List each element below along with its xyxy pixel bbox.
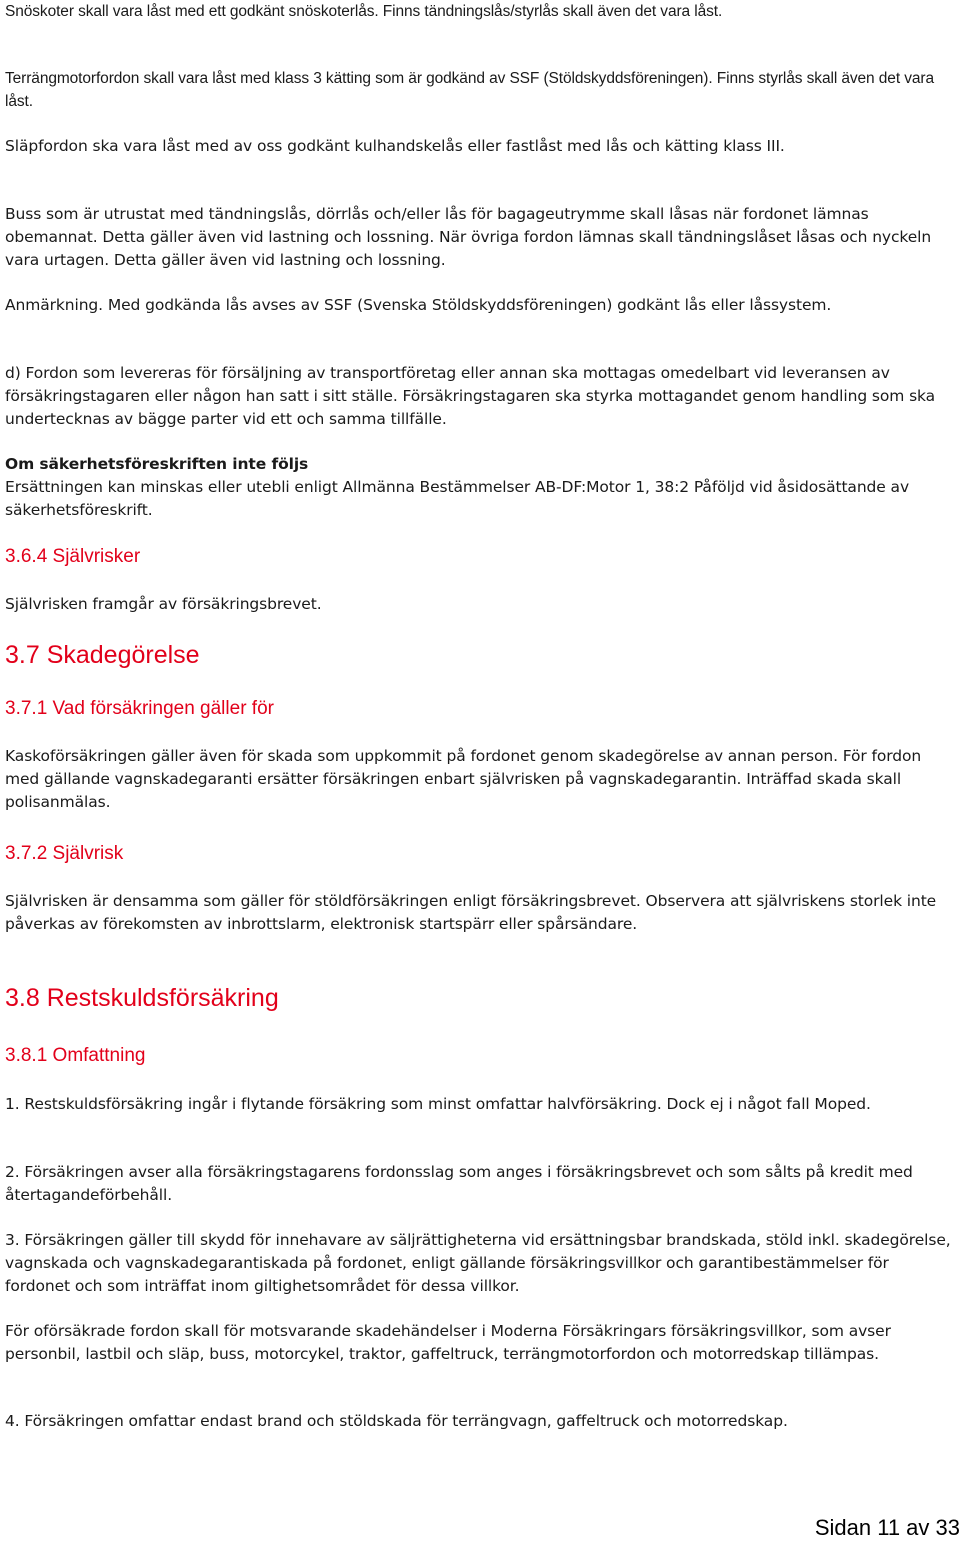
section-title-3-8: 3.8 Restskuldsförsäkring xyxy=(5,984,279,1012)
section-body-3-7-1: Kaskoförsäkringen gäller även för skada som uppkommit på fordonet genom skadegörelse av annan person. För fordon med gällande vagnskadegaranti ersätter försäkringen enbart självrisken på vagnskadegarantin. Inträffad skada skall polisanmälas. xyxy=(5,747,922,811)
section-body-3-6-4: Självrisken framgår av försäkringsbrevet. xyxy=(5,595,322,613)
section-title-3-7-1: 3.7.1 Vad försäkringen gäller för xyxy=(5,698,274,719)
paragraph-safety-violation xyxy=(5,453,957,522)
section-title-3-7-2: 3.7.2 Självrisk xyxy=(5,843,124,864)
paragraph-remark: Anmärkning. Med godkända lås avses av SSF (Svenska Stöldskyddsföreningen) godkänt lås eller låssystem. xyxy=(5,296,832,314)
section-body-3-7-2: Självrisken är densamma som gäller för stöldförsäkringen enligt försäkringsbrevet. Observera att självriskens storlek inte påverkas av förekomsten av inbrottslarm, elektronisk startspärr eller spårsändare. xyxy=(5,892,937,933)
paragraph-terrain-vehicle-lock: Terrängmotorfordon skall vara låst med klass 3 kätting som är godkänd av SSF (Stöldskyddsföreningen). Finns styrlås skall även det vara låst. xyxy=(5,70,934,110)
safety-violation-body: Ersättningen kan minskas eller utebli enligt Allmänna Bestämmelser AB-DF:Motor 1, 38:2 Påföljd vid åsidosättande av säkerhetsföreskrift. xyxy=(5,478,910,519)
paragraph-snowmobile-lock: Snöskoter skall vara låst med ett godkänt snöskoterlås. Finns tändningslås/styrlås skall även det vara låst. xyxy=(5,3,723,20)
list-item: 3. Försäkringen gäller till skydd för innehavare av säljrättigheterna vid ersättningsbar brandskada, stöld inkl. skadegörelse, vagnskada och vagnskadegarantiskada på fordonet, enligt gällande försäkringsvillkor och garantibestämmelser för fordonet och som inträffat inom giltighetsområdet för dessa villkor. xyxy=(5,1231,951,1295)
paragraph-delivery: d) Fordon som levereras för försäljning av transportföretag eller annan ska mottagas omedelbart vid leveransen av försäkringstagaren eller någon han satt i sitt ställe. Försäkringstagaren ska styrka mottagandet genom handling som ska undertecknas av bägge parter vid ett och samma tillfälle. xyxy=(5,364,936,428)
paragraph-trailer-lock: Släpfordon ska vara låst med av oss godkänt kulhandskelås eller fastlåst med lås och kätting klass III. xyxy=(5,137,785,155)
list-item: 1. Restskuldsförsäkring ingår i flytande försäkring som minst omfattar halvförsäkring. Dock ej i något fall Moped. xyxy=(5,1095,871,1113)
list-item: 4. Försäkringen omfattar endast brand och stöldskada för terrängvagn, gaffeltruck och motorredskap. xyxy=(5,1412,788,1430)
safety-violation-heading: Om säkerhetsföreskriften inte följs xyxy=(5,455,309,473)
list-item: 2. Försäkringen avser alla försäkringstagarens fordonsslag som anges i försäkringsbrevet och som sålts på kredit med återtagandeförbehåll. xyxy=(5,1163,913,1204)
page-number: Sidan 11 av 33 xyxy=(814,1515,960,1540)
paragraph-bus-lock: Buss som är utrustat med tändningslås, dörrlås och/eller lås för bagageutrymme skall låsas när fordonet lämnas obemannat. Detta gäller även vid lastning och lossning. När övriga fordon lämnas skall tändningslåset låsas och nyckeln vara urtagen. Detta gäller även vid lastning och lossning. xyxy=(5,205,932,269)
section-title-3-6-4: 3.6.4 Självrisker xyxy=(5,546,141,567)
section-title-3-8-1: 3.8.1 Omfattning xyxy=(5,1045,146,1066)
section-title-3-7: 3.7 Skadegörelse xyxy=(5,641,200,669)
list-item: För oförsäkrade fordon skall för motsvarande skadehändelser i Moderna Försäkringars försäkringsvillkor, som avser personbil, lastbil och släp, buss, motorcykel, traktor, gaffeltruck, terrängmotorfordon och motorredskap tillämpas. xyxy=(5,1322,891,1363)
